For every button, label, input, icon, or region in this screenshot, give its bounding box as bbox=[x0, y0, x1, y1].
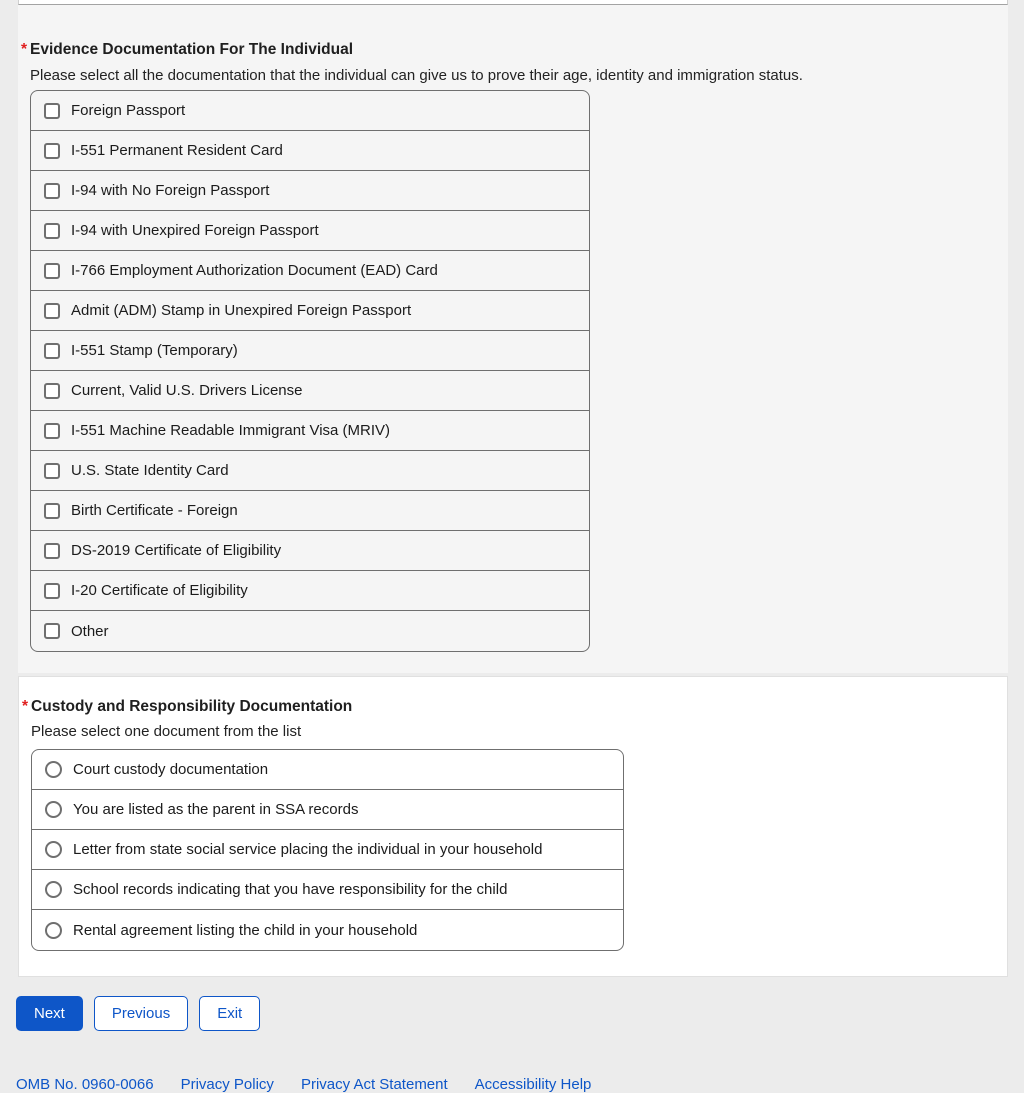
radio-label[interactable]: Letter from state social service placing the individual in your household bbox=[73, 841, 543, 858]
form-navigation bbox=[16, 996, 260, 1031]
radio-button-icon[interactable] bbox=[45, 841, 62, 858]
checkbox-label[interactable]: I-766 Employment Authorization Document (EAD) Card bbox=[71, 262, 438, 279]
radio-button-icon[interactable] bbox=[45, 761, 62, 778]
checkbox-label[interactable]: U.S. State Identity Card bbox=[71, 462, 229, 479]
checkbox-label[interactable]: Birth Certificate - Foreign bbox=[71, 502, 238, 519]
checkbox-label[interactable]: I-94 with No Foreign Passport bbox=[71, 182, 270, 199]
radio-label[interactable]: Rental agreement listing the child in your household bbox=[73, 921, 418, 939]
previous-button[interactable]: Previous bbox=[94, 996, 188, 1031]
checkbox-row[interactable] bbox=[31, 291, 589, 331]
radio-row[interactable] bbox=[32, 870, 623, 910]
checkbox-icon[interactable] bbox=[44, 463, 60, 479]
checkbox-label[interactable]: Current, Valid U.S. Drivers License bbox=[71, 382, 303, 399]
radio-label[interactable]: School records indicating that you have responsibility for the child bbox=[73, 881, 508, 898]
checkbox-row[interactable] bbox=[31, 411, 589, 451]
custody-section-title bbox=[22, 698, 352, 715]
checkbox-label[interactable]: I-94 with Unexpired Foreign Passport bbox=[71, 222, 319, 239]
checkbox-icon[interactable] bbox=[44, 183, 60, 199]
checkbox-label[interactable]: Foreign Passport bbox=[71, 102, 186, 119]
evidence-checkbox-list bbox=[30, 90, 590, 652]
checkbox-row[interactable] bbox=[31, 451, 589, 491]
checkbox-icon[interactable] bbox=[44, 583, 60, 599]
checkbox-icon[interactable] bbox=[44, 623, 60, 639]
radio-row[interactable] bbox=[32, 830, 623, 870]
evidence-section-description: Please select all the documentation that the individual can give us to prove their age, identity and immigration status. bbox=[30, 67, 803, 84]
checkbox-icon[interactable] bbox=[44, 303, 60, 319]
checkbox-label[interactable]: I-551 Machine Readable Immigrant Visa (MRIV) bbox=[71, 422, 391, 439]
footer-link-accessibility-help[interactable]: Accessibility Help bbox=[474, 1076, 592, 1093]
checkbox-label[interactable]: I-551 Permanent Resident Card bbox=[71, 142, 283, 159]
next-button[interactable]: Next bbox=[16, 996, 83, 1031]
checkbox-row[interactable] bbox=[31, 131, 589, 171]
checkbox-label[interactable]: Other bbox=[71, 622, 109, 640]
checkbox-icon[interactable] bbox=[44, 423, 60, 439]
evidence-section-title bbox=[21, 41, 353, 58]
footer-link-privacy-policy[interactable]: Privacy Policy bbox=[180, 1076, 274, 1093]
checkbox-row[interactable] bbox=[31, 331, 589, 371]
custody-section bbox=[18, 676, 1008, 977]
radio-button-icon[interactable] bbox=[45, 801, 62, 818]
checkbox-icon[interactable] bbox=[44, 103, 60, 119]
checkbox-icon[interactable] bbox=[44, 263, 60, 279]
radio-row[interactable] bbox=[32, 750, 623, 790]
radio-label[interactable]: Court custody documentation bbox=[73, 761, 269, 778]
footer bbox=[16, 1076, 591, 1093]
checkbox-icon[interactable] bbox=[44, 543, 60, 559]
checkbox-row[interactable] bbox=[31, 611, 589, 651]
exit-button[interactable]: Exit bbox=[199, 996, 260, 1031]
checkbox-icon[interactable] bbox=[44, 383, 60, 399]
checkbox-row[interactable] bbox=[31, 531, 589, 571]
radio-button-icon[interactable] bbox=[45, 922, 62, 939]
section-title-text: Custody and Responsibility Documentation bbox=[31, 698, 353, 715]
footer-link-privacy-act-statement[interactable]: Privacy Act Statement bbox=[300, 1076, 448, 1093]
evidence-section bbox=[18, 5, 1008, 673]
checkbox-icon[interactable] bbox=[44, 503, 60, 519]
checkbox-row[interactable] bbox=[31, 91, 589, 131]
radio-row[interactable] bbox=[32, 910, 623, 950]
checkbox-label[interactable]: Admit (ADM) Stamp in Unexpired Foreign Passport bbox=[71, 302, 412, 319]
radio-row[interactable] bbox=[32, 790, 623, 830]
checkbox-label[interactable]: I-551 Stamp (Temporary) bbox=[71, 342, 238, 359]
checkbox-label[interactable]: I-20 Certificate of Eligibility bbox=[71, 582, 248, 599]
checkbox-row[interactable] bbox=[31, 211, 589, 251]
checkbox-row[interactable] bbox=[31, 571, 589, 611]
checkbox-icon[interactable] bbox=[44, 343, 60, 359]
required-asterisk: * bbox=[22, 698, 29, 715]
custody-section-description: Please select one document from the list bbox=[31, 723, 302, 740]
checkbox-icon[interactable] bbox=[44, 223, 60, 239]
checkbox-icon[interactable] bbox=[44, 143, 60, 159]
required-asterisk: * bbox=[21, 41, 28, 58]
checkbox-label[interactable]: DS-2019 Certificate of Eligibility bbox=[71, 542, 282, 559]
checkbox-row[interactable] bbox=[31, 371, 589, 411]
checkbox-row[interactable] bbox=[31, 251, 589, 291]
radio-button-icon[interactable] bbox=[45, 881, 62, 898]
custody-radio-list bbox=[31, 749, 624, 951]
checkbox-row[interactable] bbox=[31, 491, 589, 531]
footer-link-omb[interactable]: OMB No. 0960-0066 bbox=[16, 1076, 154, 1093]
radio-label[interactable]: You are listed as the parent in SSA records bbox=[73, 801, 359, 818]
section-title-text: Evidence Documentation For The Individual bbox=[30, 41, 354, 58]
checkbox-row[interactable] bbox=[31, 171, 589, 211]
